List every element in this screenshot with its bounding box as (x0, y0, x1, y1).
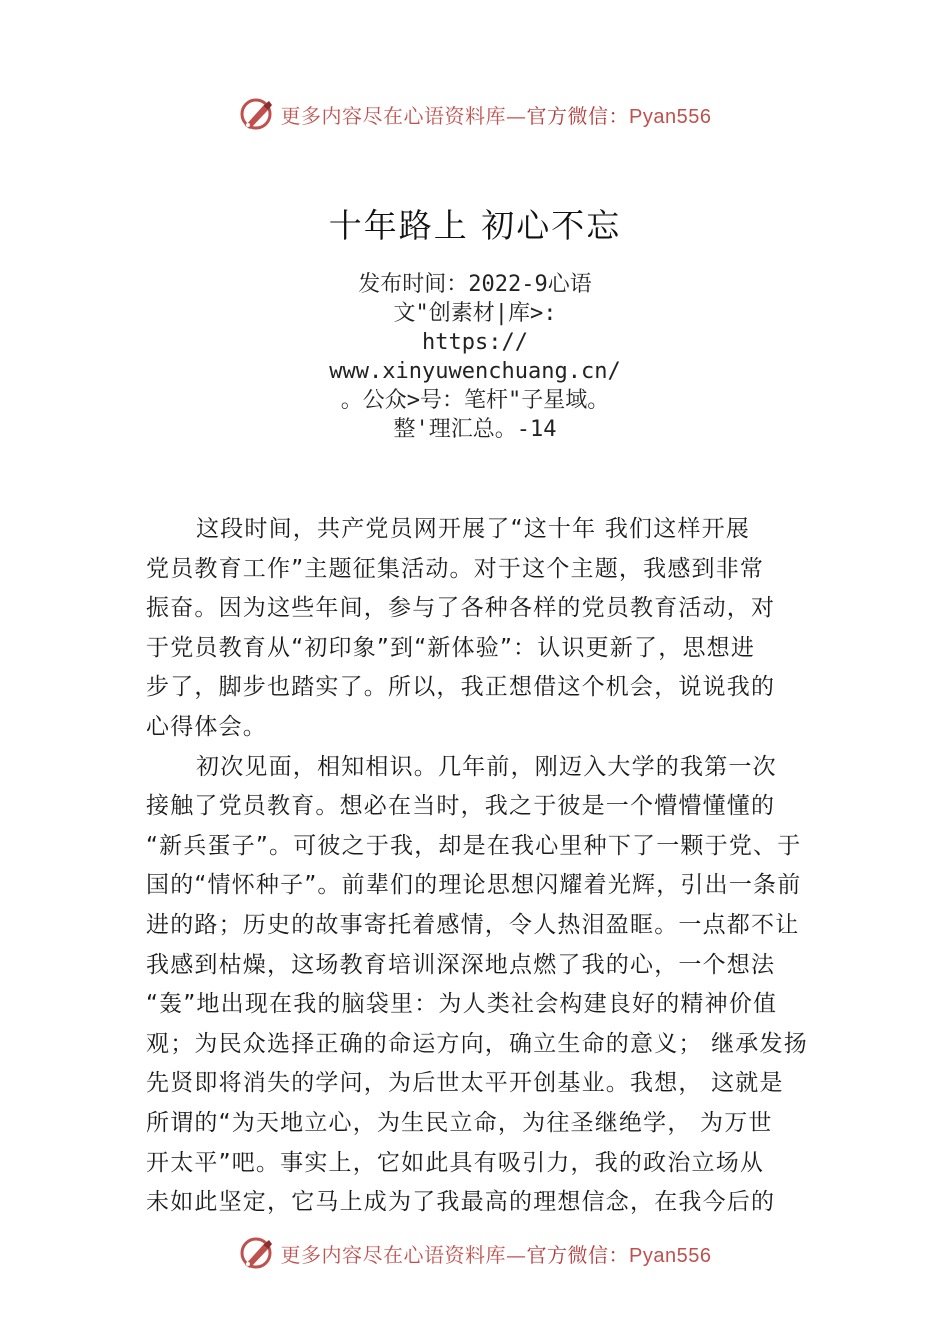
watermark-separator: — (506, 1242, 527, 1267)
body-line: 开太平”吧。事实上，它如此具有吸引力，我的政治立场从 (146, 1149, 765, 1176)
watermark-slogan: 更多内容尽在心语资料库 (280, 103, 507, 128)
watermark-separator: — (506, 103, 527, 128)
body-line: 进的路；历史的故事寄托着感情，令人热泪盈眶。一点都不让 (146, 911, 800, 938)
body-line: 先贤即将消失的学问，为后世太平开创基业。我想， 这就是 (146, 1070, 784, 1097)
body-line: 这段时间，共产党员网开展了“这十年 我们这样开展 (196, 516, 751, 542)
body-line: 党员教育工作”主题征集活动。对于这个主题，我感到非常 (146, 555, 765, 582)
body-line: 振奋。因为这些年间，参与了各种各样的党员教育活动，对 (146, 595, 776, 622)
watermark-text (281, 100, 712, 129)
body-line: 所谓的“为天地立心，为生民立命，为往圣继绝学， 为万世 (146, 1109, 773, 1136)
pen-logo-icon (239, 96, 275, 132)
header-watermark-banner (0, 94, 950, 134)
meta-line: https:// (422, 330, 528, 355)
body-line: 未如此坚定，它马上成为了我最高的理想信念，在我今后的 (146, 1189, 776, 1216)
meta-line: www.xinyuwenchuang.cn/ (329, 359, 621, 384)
body-line: 国的“情怀种子”。前辈们的理论思想闪耀着光辉，引出一条前 (146, 872, 802, 899)
body-line: 心得体会。 (146, 713, 267, 740)
watermark-wechat-id: Pyan556 (629, 1244, 712, 1267)
watermark-wechat-label: 官方微信： (526, 103, 630, 128)
body-line: 初次见面，相知相识。几年前，刚迈入大学的我第一次 (196, 753, 777, 780)
watermark-text (281, 1239, 712, 1268)
body-line: 于党员教育从“初印象”到“新体验”：认识更新了，思想进 (146, 634, 756, 661)
body-line: 步了，脚步也踏实了。所以，我正想借这个机会，说说我的 (146, 674, 776, 701)
body-line: 接触了党员教育。想必在当时，我之于彼是一个懵懵懂懂的 (146, 793, 776, 820)
body-line: “新兵蛋子”。可彼之于我，却是在我心里种下了一颗于党、于 (146, 832, 802, 859)
watermark-wechat-id: Pyan556 (629, 105, 712, 128)
document-body (146, 510, 822, 1223)
footer-watermark-banner (0, 1233, 950, 1273)
watermark-wechat-label: 官方微信： (526, 1242, 630, 1267)
body-line: “轰”地出现在我的脑袋里：为人类社会构建良好的精神价值 (146, 991, 778, 1018)
meta-line: 整'理汇总。-14 (393, 417, 557, 442)
document-title: 十年路上 初心不忘 (328, 206, 622, 245)
meta-line: 发布时间：2022-9心语 (358, 272, 592, 297)
pen-logo-icon (239, 1235, 275, 1271)
watermark-slogan: 更多内容尽在心语资料库 (280, 1242, 507, 1267)
meta-line: 。公众>号：笔杆"子星域。 (340, 388, 610, 413)
body-line: 我感到枯燥，这场教育培训深深地点燃了我的心，一个想法 (146, 951, 776, 978)
body-line: 观；为民众选择正确的命运方向，确立生命的意义； 继承发扬 (146, 1030, 808, 1057)
meta-line: 文"创素材|库>: (393, 301, 557, 326)
document-meta (0, 270, 950, 444)
